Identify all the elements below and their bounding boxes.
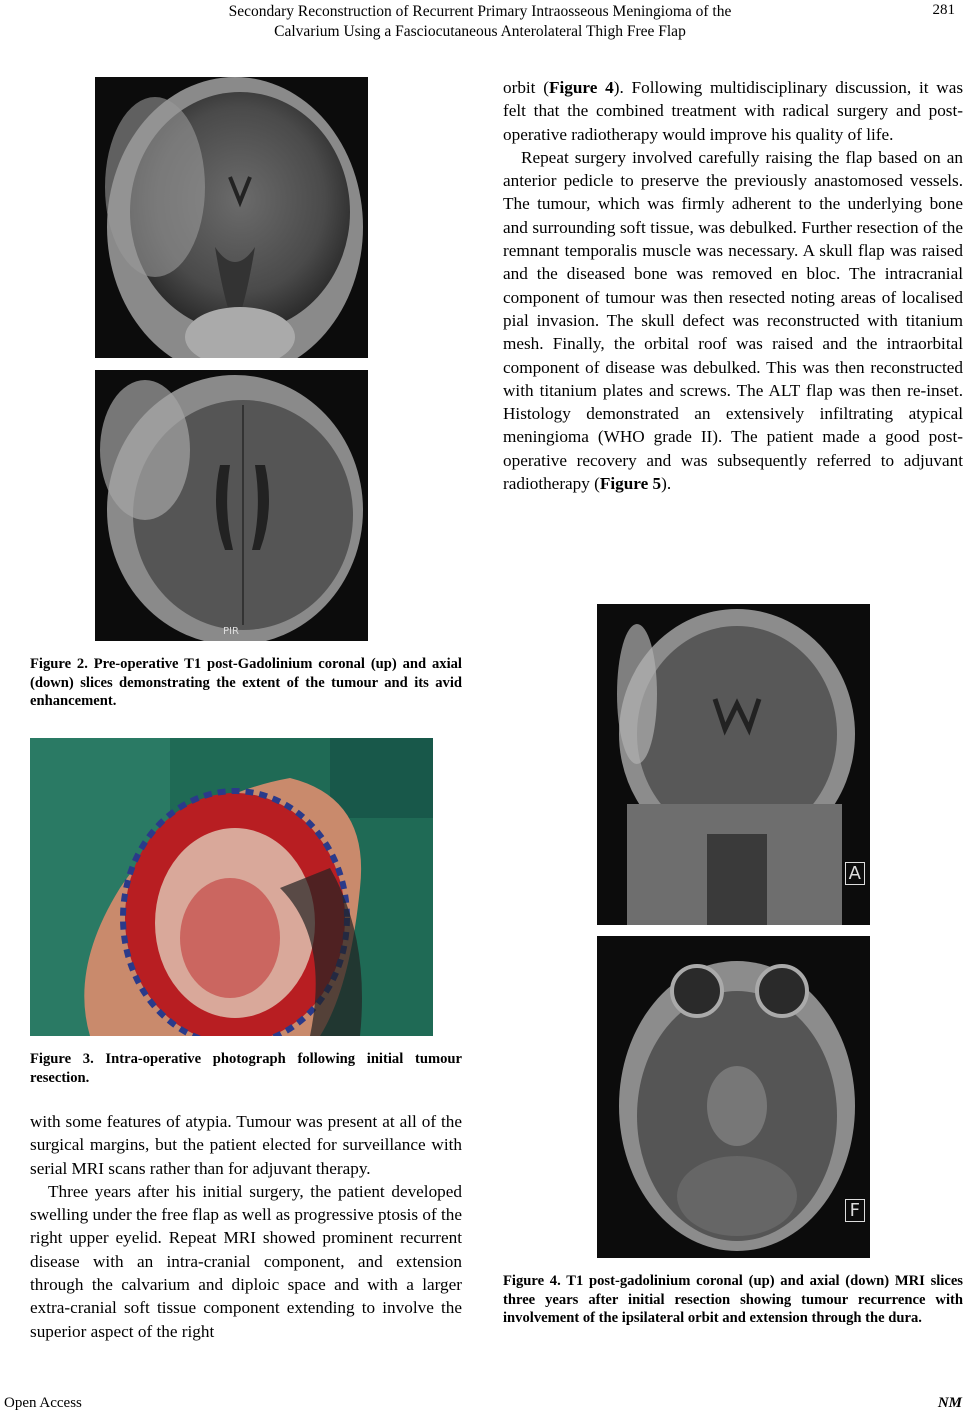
figure-2-bottom-label: PIR bbox=[223, 626, 239, 637]
figure-5-reference[interactable]: Figure 5 bbox=[599, 474, 662, 494]
right-p1-rest: ). Following multidisciplinary discussion, it was felt that the combined treatment with radical surgery and post-operative radiotherapy would improve his quality of life. bbox=[503, 78, 964, 144]
figure-4-reference[interactable]: Figure 4 bbox=[548, 78, 614, 97]
left-column-text bbox=[30, 1110, 462, 1343]
figure-3-caption: Figure 3. Intra-operative photograph following initial tumour resection. bbox=[30, 1051, 462, 1086]
mri-coronal-recurrence-image bbox=[597, 604, 870, 925]
figure-4-axial-mri bbox=[597, 936, 870, 1258]
right-paragraph-1 bbox=[503, 76, 963, 146]
running-title-line1: Secondary Reconstruction of Recurrent Primary Intraosseous Meningioma of the bbox=[228, 3, 732, 20]
page-number: 281 bbox=[932, 2, 955, 18]
right-p2-end: ). bbox=[661, 474, 672, 494]
right-column-text bbox=[503, 76, 963, 495]
right-paragraph-2 bbox=[503, 146, 963, 495]
footer-open-access: Open Access bbox=[4, 1395, 82, 1411]
figure-4-bottom-label: F bbox=[845, 1199, 865, 1222]
running-title-line2: Calvarium Using a Fasciocutaneous Anterolateral Thigh Free Flap bbox=[274, 23, 686, 40]
figure-2-caption: Figure 2. Pre-operative T1 post-Gadolinium coronal (up) and axial (down) slices demonstrating the extent of the tumour and its avid enhancement. bbox=[30, 656, 462, 709]
right-p2-main: Repeat surgery involved carefully raising the flap based on an anterior pedicle to preserve the previously anastomosed vessels. The tumour, which was firmly adherent to the underlying bone and surrounding soft tissue, was debulked. Further resection of the remnant temporalis muscle was necessary. A skull flap was raised and the diseased bone was removed en bloc. The intracranial component of tumour was then resected noting areas of localised pial invasion. The skull defect was reconstructed with titanium mesh. Finally, the orbital roof was raised and the intraorbital component of disease was debulked. This was then reconstructed with titanium plates and screws. The ALT flap was then re-inset. Histology demonstrated an extensively infiltrating atypical meningioma (WHO grade II). The patient made a good post-operative recovery and was subsequently referred to adjuvant radiotherapy ( bbox=[503, 147, 963, 494]
running-header bbox=[0, 2, 967, 46]
running-title bbox=[150, 2, 810, 42]
surgical-photo-image bbox=[30, 738, 433, 1036]
left-paragraph-2: Three years after his initial surgery, the patient developed swelling under the free flap as well as progressive ptosis of the right upper eyelid. Repeat MRI showed prominent recurrent disease with an intra-cranial component, and extension through the calvarium and diploic space and with a larger extra-cranial soft tissue component extending to involve the superior aspect of the right bbox=[30, 1181, 462, 1341]
figure-2-axial-mri bbox=[95, 370, 368, 641]
mri-coronal-image bbox=[95, 77, 368, 358]
figure-4-coronal-mri bbox=[597, 604, 870, 925]
left-paragraph-1: with some features of atypia. Tumour was present at all of the surgical margins, but the patient elected for surveillance with serial MRI scans rather than for adjuvant therapy. bbox=[30, 1112, 462, 1178]
page-footer bbox=[4, 1395, 962, 1412]
figure-4-caption: Figure 4. T1 post-gadolinium coronal (up) and axial (down) MRI slices three years after initial resection showing tumour recurrence with involvement of the ipsilateral orbit and extension through the dura. bbox=[503, 1273, 963, 1326]
figure-3-intraoperative-photo bbox=[30, 738, 433, 1036]
right-p1-prefix: orbit ( bbox=[503, 78, 549, 97]
mri-axial-image bbox=[95, 370, 368, 641]
mri-axial-recurrence-image bbox=[597, 936, 870, 1258]
figure-2-coronal-mri bbox=[95, 77, 368, 358]
footer-journal-abbrev: NM bbox=[937, 1395, 962, 1411]
figure-4-top-label: A bbox=[845, 862, 865, 885]
